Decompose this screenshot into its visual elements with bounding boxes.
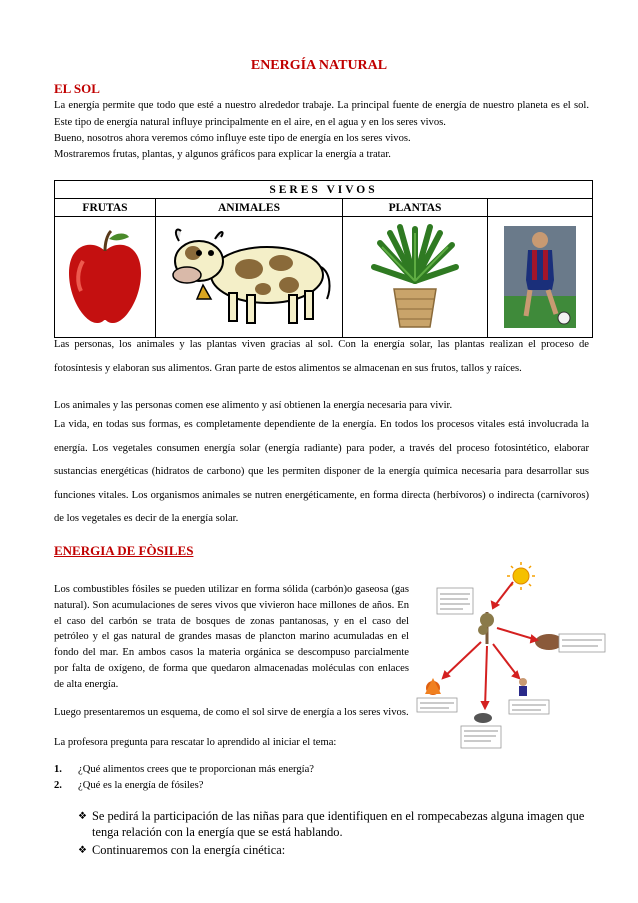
bullet-item — [78, 808, 590, 840]
seres-vivos-paragraph-3: La vida, en todas sus formas, es completamente dependiente de la energía. En todos los procesos vitales está involucrada la energía. Los vegetales consumen energía solar (energía radiante) para poder, a través del proceso fotosintético, elaborar sustancias energéticas (hidratos de carbono) que les permiten disponer de la energía química necesaria para desarrollar sus funciones vitales. Los organismos animales se nutren energéticamente, en forma directa (herbívoros) o indirecta (carnívoros) de los vegetales es decir de la energía solar. — [54, 419, 589, 524]
question-text: ¿Qué alimentos crees que te proporcionan más energía? — [78, 764, 315, 775]
table-cell-player — [488, 217, 593, 338]
question-item — [54, 778, 314, 794]
cow-icon — [163, 223, 335, 331]
el-sol-paragraph-3: Mostraremos frutas, plantas, y algunos gráficos para explicar la energía a tratar. — [54, 149, 391, 160]
table-header-plantas: PLANTAS — [343, 199, 488, 217]
energy-cycle-svg — [413, 560, 609, 755]
section-heading-fosiles: ENERGIA DE FÒSILES — [54, 543, 194, 558]
diamond-bullet-icon: ❖ — [78, 811, 87, 822]
apple-icon — [63, 227, 147, 327]
question-item — [54, 762, 314, 778]
seres-vivos-paragraph-1: Las personas, los animales y las plantas viven gracias al sol. Con la energía solar, las plantas realizan el proceso de fotosíntesis y elaboran sus alimentos. Gran parte de estos alimentos se almacenan en sus frutos, tallos y raíces. — [54, 339, 589, 374]
activity-bullets — [78, 808, 590, 860]
diamond-bullet-icon: ❖ — [78, 845, 87, 856]
questions-list — [54, 762, 314, 794]
fosiles-paragraph-2: Luego presentaremos un esquema, de como el sol sirve de energía a los seres vivos. — [54, 707, 409, 718]
page-title: ENERGÍA NATURAL — [250, 58, 388, 73]
bullet-text: Se pedirá la participación de las niñas para que identifiquen en el rompecabezas alguna imagen que tenga relación con la energía que se está hablando. — [92, 809, 585, 839]
fosiles-paragraph-1: Los combustibles fósiles se pueden utilizar en forma sólida (carbón)o gaseosa (gas natural). Son acumulaciones de seres vivos que vivieron hace millones de años. En el caso del carbón se trata de bosques de zonas pantanosas, y en el caso del petróleo y el gas natural de grandes masas de plancton marino acumuladas en el fondo del mar. En ambos casos la materia orgánica se descompuso parcialmente por falta de oxígeno, de forma que quedaron almacenadas moléculas con enlaces de alta energía. — [54, 584, 409, 690]
section-heading-el-sol: EL SOL — [54, 81, 100, 96]
table-header-animales: ANIMALES — [156, 199, 343, 217]
table-cell-plant — [343, 217, 488, 338]
table-header-frutas: FRUTAS — [55, 199, 156, 217]
el-sol-paragraph-1: La energía permite que todo que esté a nuestro alrededor trabaje. La principal fuente de energía de nuestro planeta es el sol. Este tipo de energía natural influye principalmente en el aire, en el agua y en los seres vivos. — [54, 100, 589, 128]
seres-vivos-table — [54, 180, 593, 338]
el-sol-paragraph-2: Bueno, nosotros ahora veremos cómo influye este tipo de energía en los seres vivos. — [54, 133, 411, 144]
question-number: 2. — [54, 780, 62, 791]
table-title: SERES VIVOS — [55, 181, 593, 199]
energy-cycle-diagram — [413, 560, 609, 755]
seres-vivos-paragraph-2: Los animales y las personas comen ese alimento y así obtienen la energía necesaria para vivir. — [54, 400, 453, 411]
soccer-player-icon — [504, 226, 576, 328]
bullet-text: Continuaremos con la energía cinética: — [92, 843, 286, 857]
fosiles-paragraph-3: La profesora pregunta para rescatar lo aprendido al iniciar el tema: — [54, 737, 337, 748]
table-cell-cow — [156, 217, 343, 338]
fern-plant-icon — [370, 223, 460, 331]
question-text: ¿Qué es la energía de fósiles? — [78, 780, 204, 791]
bullet-item — [78, 842, 590, 858]
table-header-empty — [488, 199, 593, 217]
table-cell-apple — [55, 217, 156, 338]
question-number: 1. — [54, 764, 62, 775]
